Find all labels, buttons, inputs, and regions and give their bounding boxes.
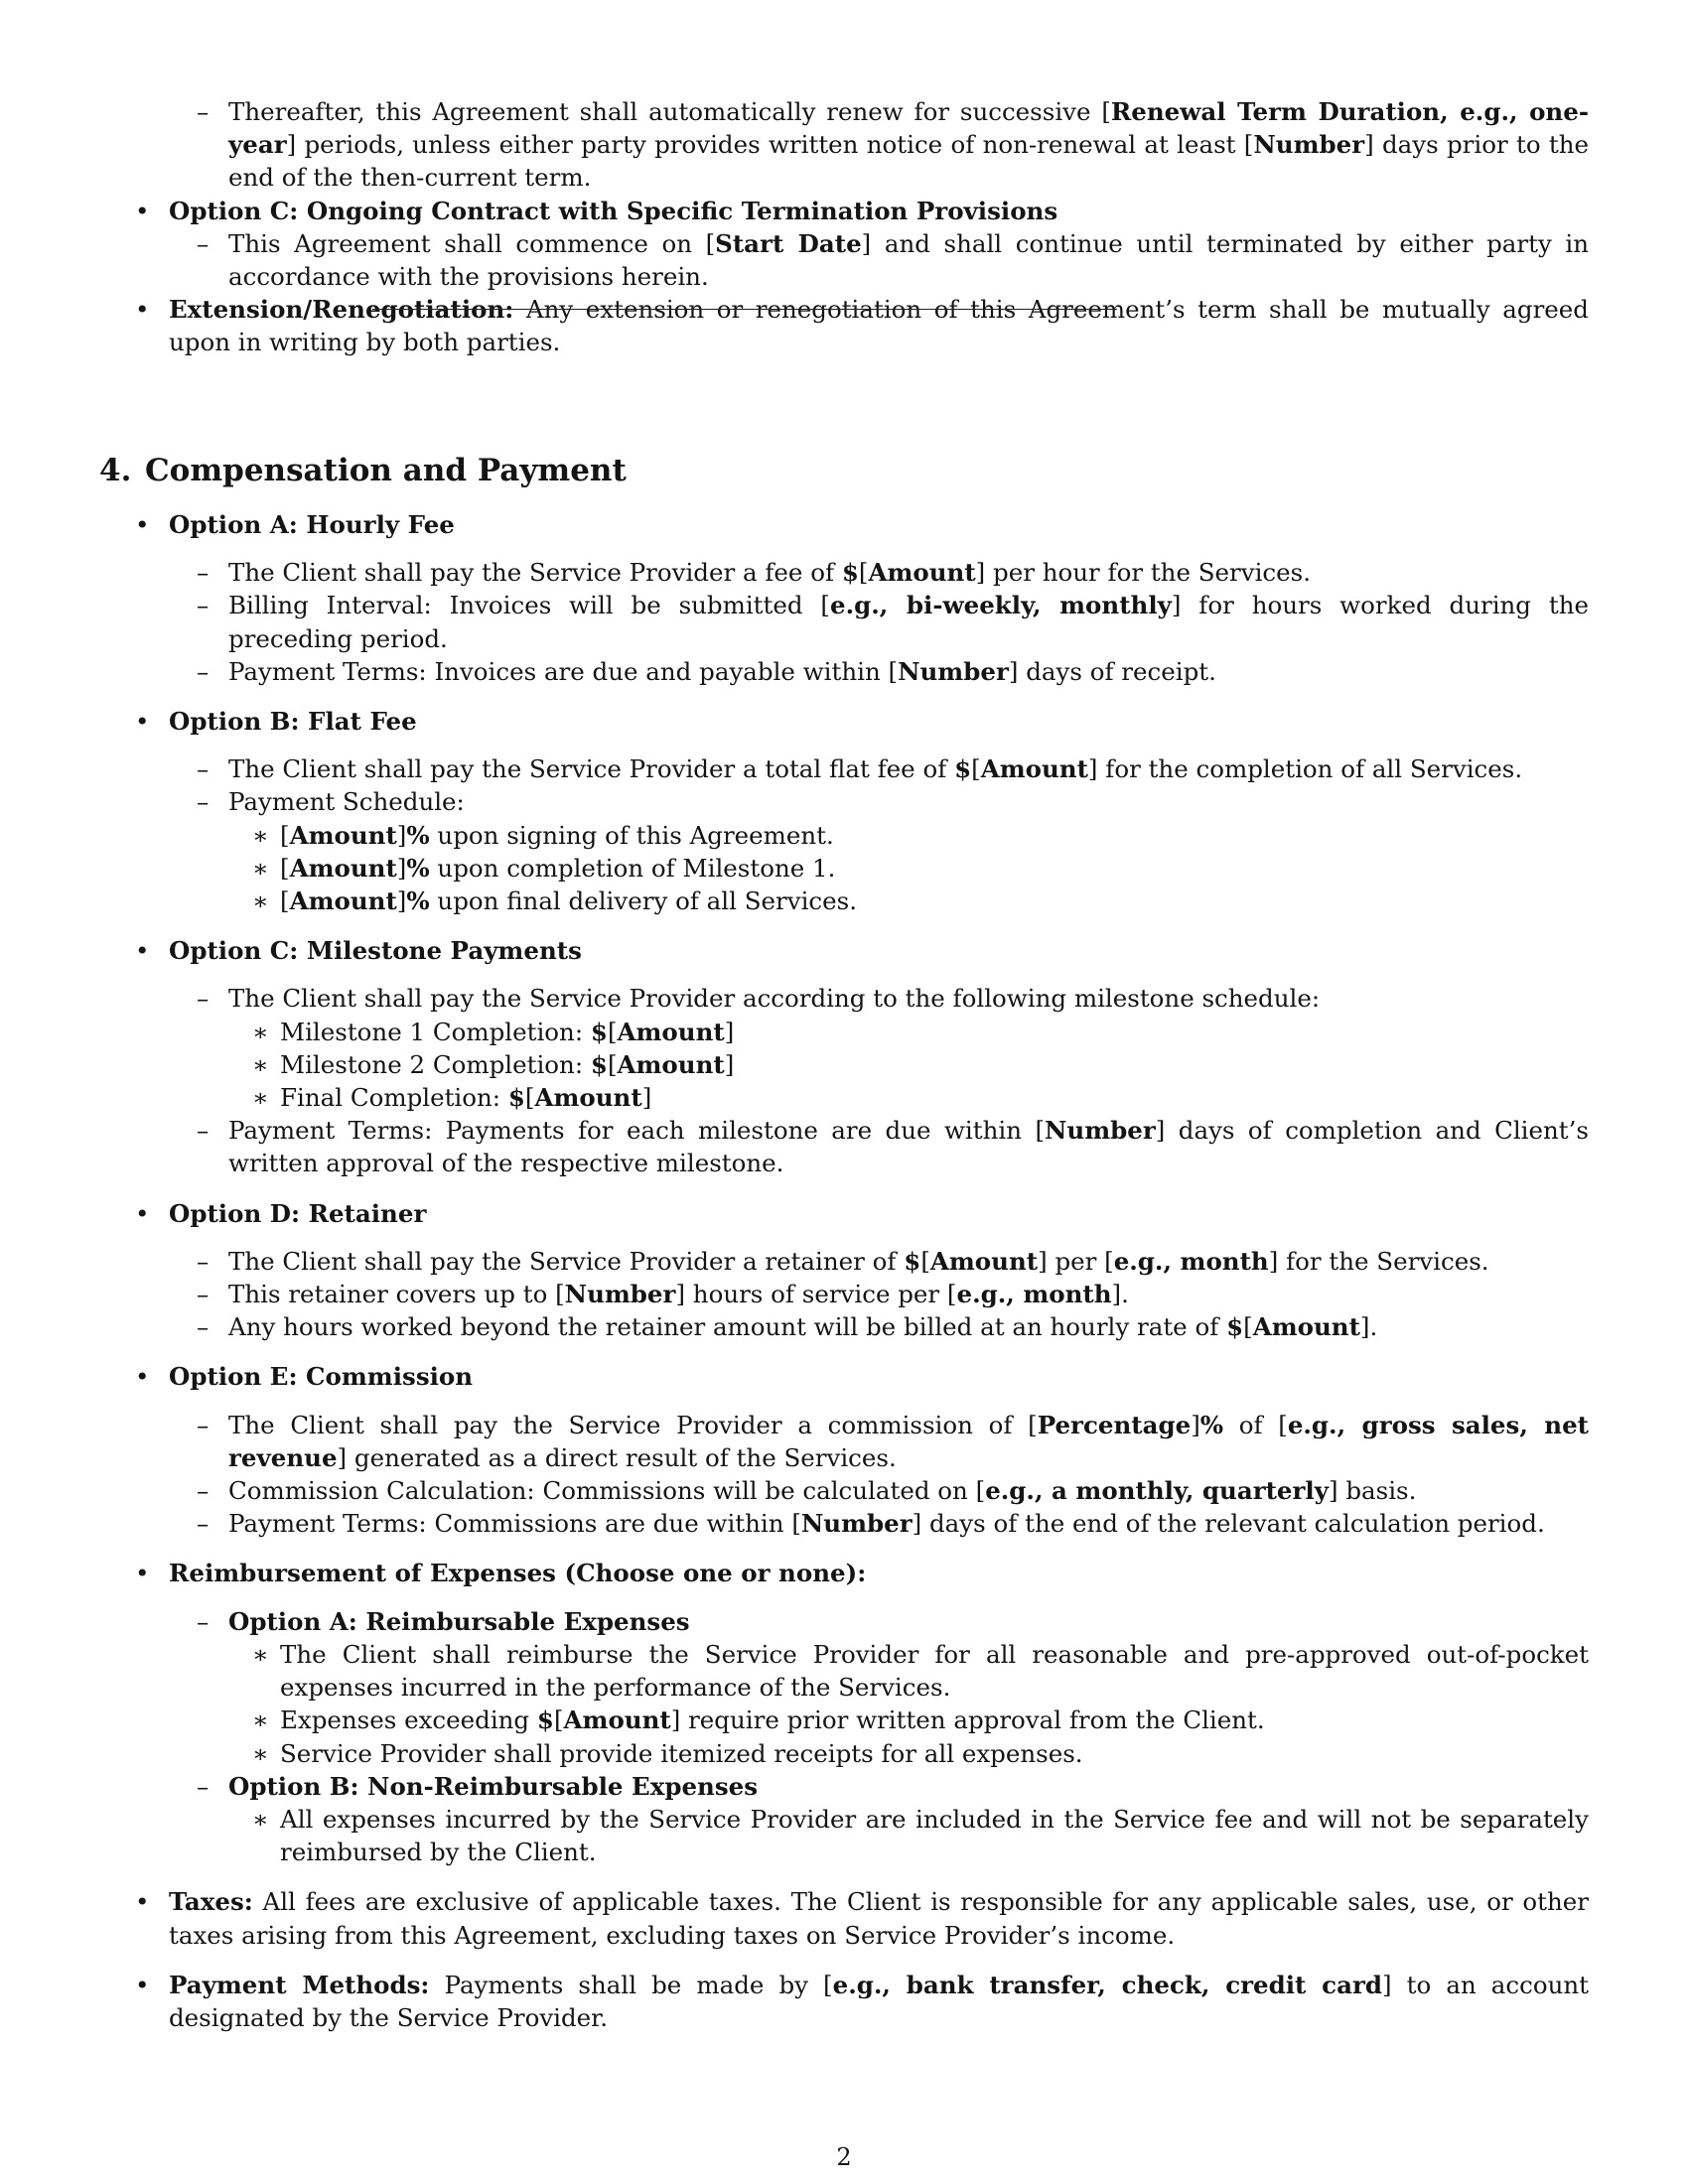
- dash-marker: –: [197, 656, 210, 686]
- section-3-continuation: [99, 95, 1589, 359]
- bullet-marker: •: [135, 1362, 150, 1392]
- non-reimbursable-option-title: – Option B: Non-Reimbursable Expenses: [99, 1770, 1589, 1803]
- star-marker: ∗: [252, 1639, 269, 1669]
- list-item: – The Client shall pay the Service Provider a commission of [Percentage]% of [e.g., gross sales, net revenue] generated as a direct result of the Services.: [197, 1410, 1590, 1472]
- option-a-title: • Option A: Hourly Fee: [99, 508, 1589, 541]
- star-marker: ∗: [252, 1738, 269, 1768]
- horizontal-rule: [372, 309, 1117, 310]
- term-option-c-clause: – This Agreement shall commence on [Start Date] and shall continue until terminated by either party in accordance with the provisions herein.: [197, 228, 1590, 292]
- star-marker: ∗: [252, 1049, 269, 1079]
- section-4-body: [99, 508, 1589, 2034]
- star-marker: ∗: [252, 820, 269, 850]
- bullet-marker: •: [135, 196, 150, 225]
- page-number: 2: [836, 2143, 852, 2171]
- sub-list-item: ∗ Service Provider shall provide itemized receipts for all expenses.: [99, 1737, 1589, 1770]
- star-marker: ∗: [252, 887, 269, 916]
- bullet-marker: •: [135, 1887, 150, 1917]
- sub-list-item: ∗ [Amount]% upon signing of this Agreement.: [99, 819, 1589, 852]
- list-item: – The Client shall pay the Service Provider a retainer of $[Amount] per [e.g., month] for the Services.: [99, 1245, 1589, 1278]
- bullet-marker: •: [135, 1559, 150, 1588]
- bullet-marker: •: [135, 1198, 150, 1228]
- sub-list-item: ∗ Final Completion: $[Amount]: [99, 1081, 1589, 1114]
- sub-list-item: ∗ Milestone 1 Completion: $[Amount]: [99, 1016, 1589, 1048]
- dash-marker: –: [197, 1246, 210, 1276]
- renewal-clause: – Thereafter, this Agreement shall automatically renew for successive [Renewal Term Duration, e.g., one-year] periods, unless either party provides written notice of non-renewal at least [Number] days prior to the end of the then-current term.: [197, 97, 1589, 193]
- star-marker: ∗: [252, 1706, 269, 1735]
- sub-list-item: ∗ Milestone 2 Completion: $[Amount]: [99, 1048, 1589, 1081]
- bullet-marker: •: [135, 936, 150, 966]
- dash-marker: –: [197, 1509, 210, 1539]
- option-b-title: • Option B: Flat Fee: [99, 705, 1589, 738]
- sub-list-item: ∗ The Client shall reimburse the Service Provider for all reasonable and pre-approved out-of-pocket expenses incurred in the performance of the Services.: [252, 1639, 1589, 1703]
- dash-marker: –: [197, 97, 210, 126]
- dash-marker: –: [197, 1606, 210, 1636]
- dash-marker: –: [197, 1476, 210, 1506]
- star-marker: ∗: [252, 853, 269, 883]
- taxes-clause: • Taxes: All fees are exclusive of applicable taxes. The Client is responsible for any applicable sales, use, or other taxes arising from this Agreement, excluding taxes on Service Provider’s income.: [135, 1887, 1589, 1950]
- list-item: – Commission Calculation: Commissions will be calculated on [e.g., a monthly, quarterly] basis.: [99, 1474, 1589, 1507]
- term-option-c: • Option C: Ongoing Contract with Specific Termination Provisions: [99, 195, 1589, 227]
- option-c-title: • Option C: Milestone Payments: [99, 934, 1589, 967]
- list-item: – Payment Terms: Commissions are due within [Number] days of the end of the relevant calculation period.: [99, 1507, 1589, 1540]
- dash-marker: –: [197, 1410, 210, 1439]
- dash-marker: –: [197, 558, 210, 588]
- sub-list-item: ∗ Expenses exceeding $[Amount] require prior written approval from the Client.: [99, 1704, 1589, 1736]
- list-item: – The Client shall pay the Service Provider a fee of $[Amount] per hour for the Services.: [99, 556, 1589, 589]
- list-item: – Any hours worked beyond the retainer amount will be billed at an hourly rate of $[Amount].: [99, 1310, 1589, 1343]
- list-item: – Payment Terms: Invoices are due and payable within [Number] days of receipt.: [99, 655, 1589, 688]
- section-title: Compensation and Payment: [145, 453, 627, 488]
- star-marker: ∗: [252, 1083, 269, 1113]
- bullet-marker: •: [135, 1970, 150, 1999]
- section-heading: [99, 451, 627, 490]
- list-item: – The Client shall pay the Service Provider according to the following milestone schedule:: [99, 982, 1589, 1015]
- extension-clause: • Extension/Renegotiation: Any extension or renegotiation of this Agreement’s term shall be mutually agreed upon in writing by both parties.: [135, 295, 1589, 357]
- dash-marker: –: [197, 1312, 210, 1342]
- sub-list-item: ∗ All expenses incurred by the Service Provider are included in the Service fee and will not be separately reimbursed by the Client.: [252, 1804, 1589, 1867]
- dash-marker: –: [197, 1280, 210, 1309]
- payment-methods-clause: • Payment Methods: Payments shall be made by [e.g., bank transfer, check, credit card] to an account designated by the Service Provider.: [135, 1970, 1589, 2032]
- list-item: – Payment Terms: Payments for each milestone are due within [Number] days of completion and Client’s written approval of the respective milestone.: [197, 1116, 1589, 1178]
- dash-marker: –: [197, 787, 210, 817]
- dash-marker: –: [197, 1771, 210, 1801]
- star-marker: ∗: [252, 1017, 269, 1046]
- star-marker: ∗: [252, 1804, 269, 1834]
- reimbursable-option-title: – Option A: Reimbursable Expenses: [99, 1605, 1589, 1638]
- dash-marker: –: [197, 591, 210, 620]
- list-item: – The Client shall pay the Service Provider a total flat fee of $[Amount] for the completion of all Services.: [99, 752, 1589, 785]
- sub-list-item: ∗ [Amount]% upon completion of Milestone 1.: [99, 852, 1589, 885]
- dash-marker: –: [197, 1116, 210, 1146]
- list-item: – Billing Interval: Invoices will be submitted [e.g., bi-weekly, monthly] for hours worked during the preceding period.: [197, 591, 1589, 653]
- section-number: 4.: [99, 453, 132, 488]
- dash-marker: –: [197, 754, 210, 784]
- dash-marker: –: [197, 228, 210, 258]
- dash-marker: –: [197, 984, 210, 1014]
- reimbursement-title: • Reimbursement of Expenses (Choose one or none):: [99, 1557, 1589, 1589]
- list-item: – Payment Schedule:: [99, 785, 1589, 818]
- sub-list-item: ∗ [Amount]% upon final delivery of all Services.: [99, 885, 1589, 917]
- option-e-title: • Option E: Commission: [99, 1360, 1589, 1393]
- bullet-marker: •: [135, 295, 150, 325]
- option-d-title: • Option D: Retainer: [99, 1197, 1589, 1230]
- bullet-marker: •: [135, 510, 150, 539]
- list-item: – This retainer covers up to [Number] hours of service per [e.g., month].: [99, 1278, 1589, 1310]
- bullet-marker: •: [135, 707, 150, 737]
